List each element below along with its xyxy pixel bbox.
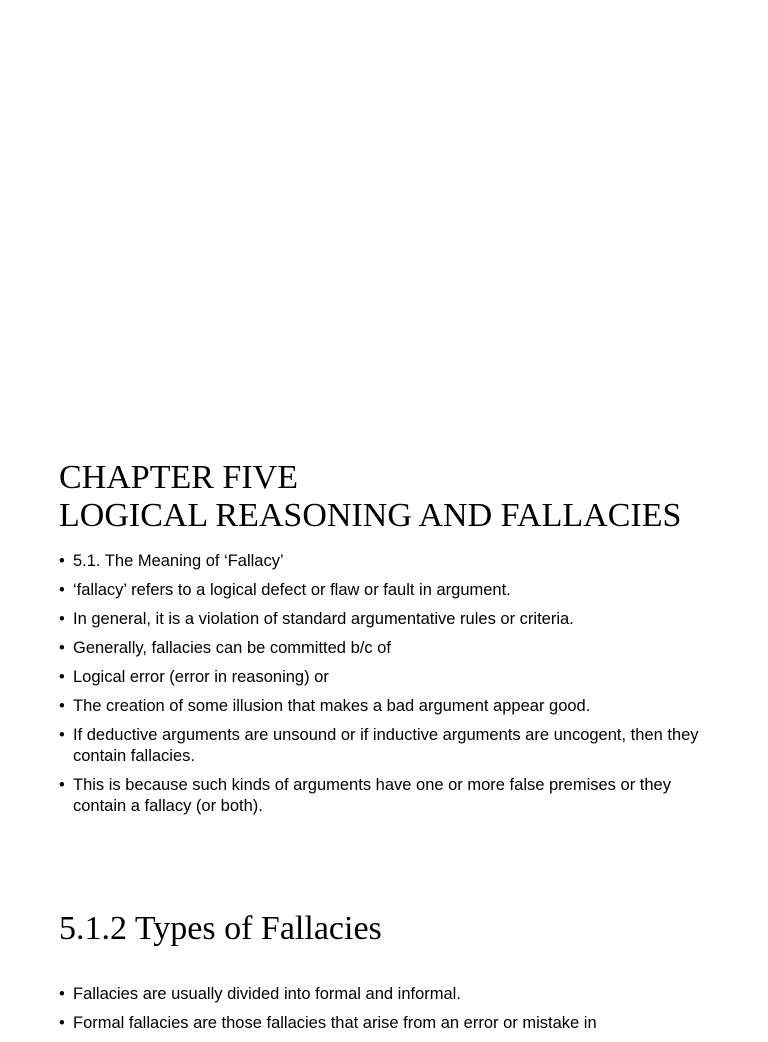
bullet-item: • Fallacies are usually divided into formal and informal. bbox=[59, 984, 711, 1005]
bullet-item: • This is because such kinds of arguments have one or more false premises or they contain a fallacy (or both). bbox=[59, 775, 711, 817]
chapter-heading: CHAPTER FIVE bbox=[59, 459, 298, 496]
bullet-item: • The creation of some illusion that makes a bad argument appear good. bbox=[59, 696, 711, 717]
bullet-item: • ‘fallacy’ refers to a logical defect or flaw or fault in argument. bbox=[59, 580, 711, 601]
bullet-item: • In general, it is a violation of standard argumentative rules or criteria. bbox=[59, 609, 711, 630]
bullet-item: • 5.1. The Meaning of ‘Fallacy’ bbox=[59, 551, 711, 572]
bullet-item: • Logical error (error in reasoning) or bbox=[59, 667, 711, 688]
bullet-item: • Formal fallacies are those fallacies that arise from an error or mistake in bbox=[59, 1013, 711, 1034]
bullet-list bbox=[59, 984, 711, 1042]
chapter-subtitle: LOGICAL REASONING AND FALLACIES bbox=[59, 497, 682, 534]
bullet-list bbox=[59, 551, 711, 825]
slide-title bbox=[59, 459, 681, 535]
bullet-item: • If deductive arguments are unsound or if inductive arguments are uncogent, then they contain fallacies. bbox=[59, 725, 711, 767]
bullet-item: • Generally, fallacies can be committed b/c of bbox=[59, 638, 711, 659]
slide-title: 5.1.2 Types of Fallacies bbox=[59, 910, 382, 947]
